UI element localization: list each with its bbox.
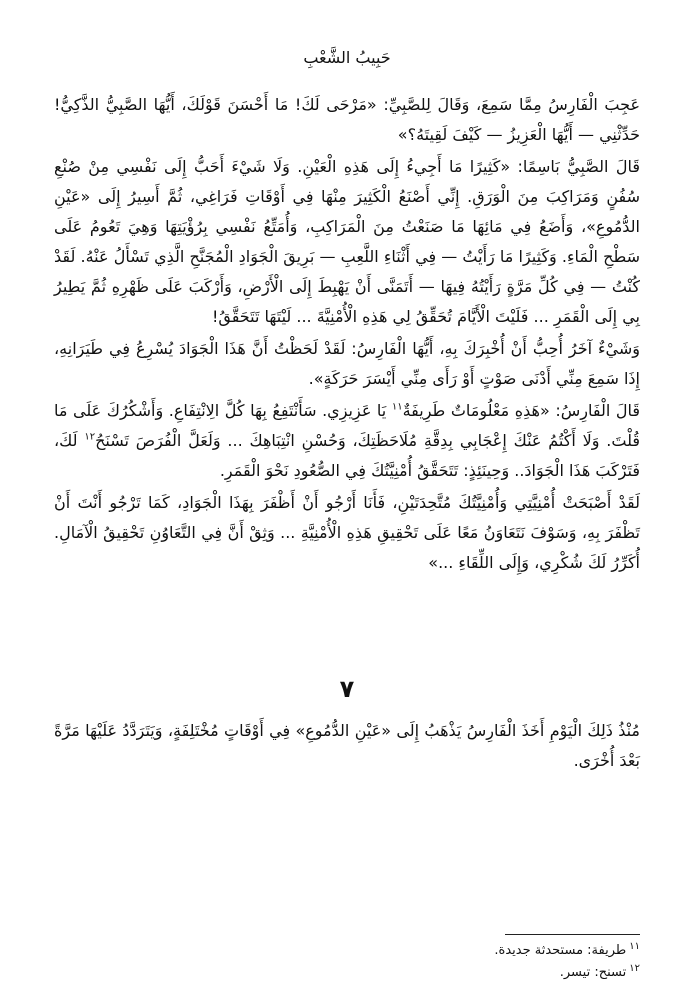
footnote-mark: ١٢ xyxy=(629,962,640,974)
paragraph-text-part: لَكَ، فَتَرْكَبَ هَذَا الْجَوَادَ.. وَحِينَئِذٍ: تَتَحَقَّقُ أُمْنِيَّتُكَ فِي الصُّعُودِ نَحْوَ الْقَمَرِ. xyxy=(54,431,640,480)
paragraph: لَقَدْ أَصْبَحَتْ أُمْنِيَّتِي وَأُمْنِيَّتُكَ مُتَّحِدَتَيْنِ، فَأَنَا أَرْجُو أَنْ أَظْفَرَ بِهَذَا الْجَوَادِ، كَمَا تَرْجُو أَنْتَ أَنْ تَظْفَرَ بِهِ، وَسَوْفَ نَتَعَاوَنُ مَعًا عَلَى تَحْقِيقِ هَذِهِ الْأُمْنِيَّةِ ... وَثِقْ أَنَّ فِي التَّعَاوُنِ تَحْقِيقُ الْآمَالِ. أُكَرِّرُ لَكَ شُكْرِي، وَإِلَى اللِّقَاءِ ...» xyxy=(54,493,640,572)
footnote-ref-11: ١١ xyxy=(391,401,403,413)
footnote-text: تسنح: تيسر. xyxy=(559,965,627,980)
footnote-12 xyxy=(54,962,640,984)
chapter-number: ٧ xyxy=(339,675,355,703)
paragraph: وَشَيْءٌ آخَرُ أُحِبُّ أَنْ أُخْبِرَكَ بِهِ، أَيُّهَا الْفَارِسُ: لَقَدْ لَحَظْتُ أَنَّ هَذَا الْجَوَادَ يُسْرِعُ فِي طَيَرَانِهِ، إِذَا سَمِعَ مِنِّي أَدْنَى صَوْتٍ أَوْ رَأَى مِنِّي أَيْسَرَ حَرَكَةٍ». xyxy=(54,339,640,388)
footnote-11 xyxy=(54,940,640,962)
footnotes xyxy=(54,940,640,984)
paragraph-text-part: قَالَ الْفَارِسُ: «هَذِهِ مَعْلُومَاتٌ طَرِيفَةٌ xyxy=(402,401,641,420)
running-header: حَبِيبُ الشَّعْبِ xyxy=(303,48,391,67)
footnote-divider xyxy=(505,934,640,935)
paragraph-text-part: يَا عَزِيزِي. سَأَنْتَفِعُ بِهَا كُلَّ الِانْتِفَاعِ. وَأَشْكُرُكَ عَلَى مَا قُلْتَ. وَلَا أَكْتُمُ عَنْكَ إِعْجَابِي بِدِقَّةِ مُلَاحَظَتِكَ، وَحُسْنِ انْتِبَاهِكَ ... وَلَعَلَّ الْفُرَصَ تَسْنَحُ xyxy=(54,401,641,450)
footnote-mark: ١١ xyxy=(629,940,640,952)
footnote-ref-12: ١٢ xyxy=(84,431,96,443)
chapter-opening xyxy=(54,716,640,778)
paragraph: عَجِبَ الْفَارِسُ مِمَّا سَمِعَ، وَقَالَ لِلصَّبِيِّ: «مَرْحَى لَكَ! مَا أَحْسَنَ قَوْلَكَ، أَيُّهَا الصَّبِيُّ الذَّكِيُّ! حَدِّثْنِي — أَيُّهَا الْعَزِيزُ — كَيْفَ لَقِيتَهُ؟» xyxy=(54,95,640,144)
body-text xyxy=(54,90,640,580)
footnote-text: طريفة: مستحدثة جديدة. xyxy=(494,943,627,958)
paragraph: قَالَ الصَّبِيُّ بَاسِمًا: «كَثِيرًا مَا أَجِيءُ إِلَى هَذِهِ الْعَيْنِ. وَلَا شَيْءَ أَحَبُّ إِلَى نَفْسِي مِنْ صُنْعِ سُفُنٍ وَمَرَاكِبَ مِنَ الْوَرَقِ. إِنِّي أَصْنَعُ الْكَثِيرَ مِنْهَا فِي أَوْقَاتِ فَرَاغِي، ثُمَّ أَسِيرُ إِلَى «عَيْنِ الدُّمُوعِ»، وَأَضَعُ فِي مَائِهَا مَا صَنَعْتُ مِنَ الْمَرَاكِبِ، وَأُمَتِّعُ نَفْسِي بِرُؤْيَتِهَا وَهِيَ تَعُومُ عَلَى سَطْحِ الْمَاءِ. وَكَثِيرًا مَا رَأَيْتُ — فِي أَثْنَاءِ اللَّعِبِ — بَرِيقَ الْجَوَادِ الْمُجَنَّحِ الَّذِي تَسْأَلُ عَنْهُ. لَقَدْ كُنْتُ — فِي كُلِّ مَرَّةٍ رَأَيْتُهُ فِيهَا — أَتَمَنَّى أَنْ يَهْبِطَ إِلَى الْأَرْضِ، وَأَرْكَبَ عَلَى ظَهْرِهِ ثُمَّ يَطِيرُ بِي إِلَى الْقَمَرِ ... فَلَيْتَ الْأَيَّامَ تُحَقِّقُ لِي هَذِهِ الْأُمْنِيَّةَ ... لَيْتَهَا تَتَحَقَّقُ! xyxy=(54,157,640,326)
paragraph: مُنْذُ ذَلِكَ الْيَوْمِ أَخَذَ الْفَارِسُ يَذْهَبُ إِلَى «عَيْنِ الدُّمُوعِ» فِي أَوْقَاتٍ مُخْتَلِفَةٍ، وَيَتَرَدَّدُ عَلَيْهَا مَرَّةً بَعْدَ أُخْرَى. xyxy=(54,721,640,770)
paragraph-with-footnote-refs xyxy=(54,396,640,486)
